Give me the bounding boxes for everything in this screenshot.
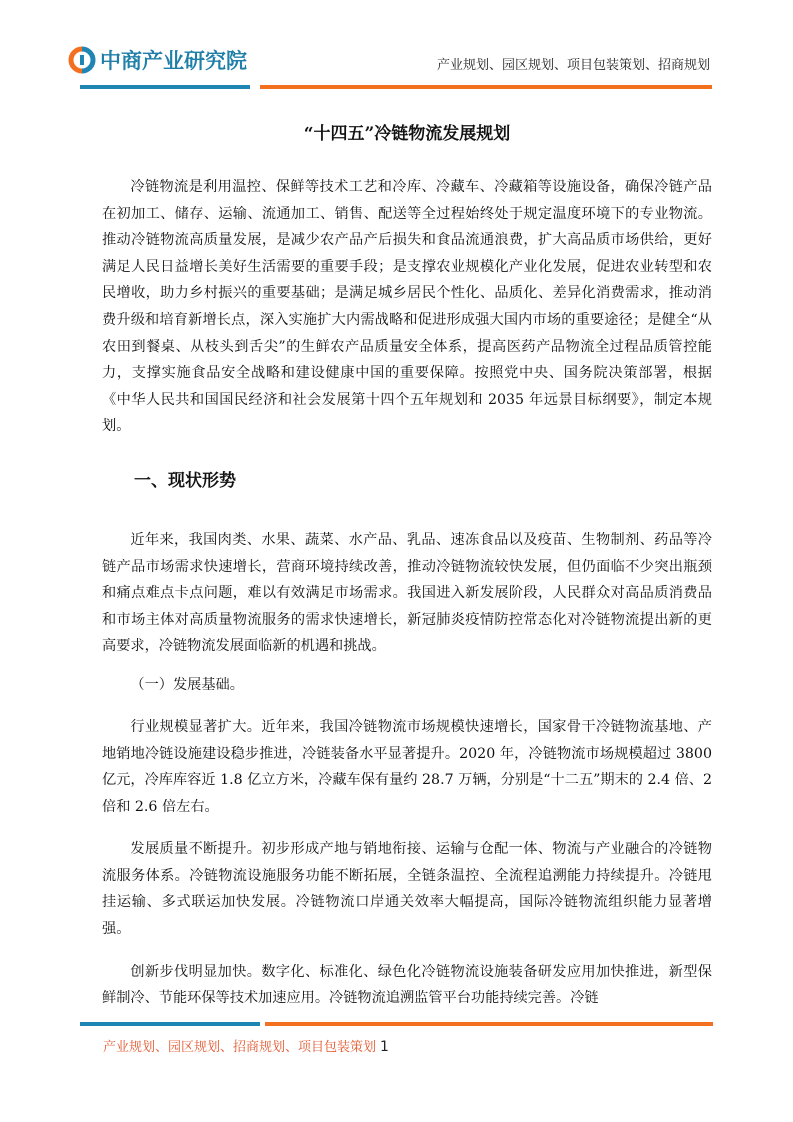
intro-paragraph: 冷链物流是利用温控、保鲜等技术工艺和冷库、冷藏车、冷藏箱等设施设备，确保冷链产品在初加工、储存、运输、流通加工、销售、配送等全过程始终处于规定温度环境下的专业物流。推动冷链物流高质量发展，是减少农产品产后损失和食品流通浪费，扩大高品质市场供给，更好满足人民日益增长美好生活需要的重要手段；是支撑农业规模化产业化发展，促进农业转型和农民增收，助力乡村振兴的重要基础；是满足城乡居民个性化、品质化、差异化消费需求，推动消费升级和培育新增长点，深入实施扩大内需战略和促进形成强大国内市场的重要途径；是健全“从农田到餐桌、从枝头到舌尖”的生鲜农产品质量安全体系，提高医药产品物流全过程品质管控能力，支撑实施食品安全战略和建设健康中国的重要保障。按照党中央、国务院决策部署，根据《中华人民共和国国民经济和社会发展第十四个五年规划和 2035 年远景目标纲要》，制定本规划。 xyxy=(102,179,712,435)
page-number: 1 xyxy=(380,1039,389,1055)
logo-icon xyxy=(68,46,96,74)
header-divider-blue xyxy=(80,85,250,89)
document-title: “十四五”冷链物流发展规划 xyxy=(303,124,511,144)
page-header xyxy=(0,0,793,100)
scale-paragraph: 行业规模显著扩大。近年来，我国冷链物流市场规模快速增长，国家骨干冷链物流基地、产地销地冷链设施建设稳步推进，冷链装备水平显著提升。2020 年，冷链物流市场规模超过 3800 亿元，冷库库容近 1.8 亿立方米，冷藏车保有量约 28.7 万辆，分别是“十二五”期末的 2.4 倍、2 倍和 2.6 倍左右。 xyxy=(102,718,712,815)
logo-text: 中商产业研究院 xyxy=(100,49,247,73)
footer-label: 产业规划、园区规划、招商规划、项目包装策划 xyxy=(103,1040,377,1055)
page-footer xyxy=(103,1036,389,1055)
quality-paragraph: 发展质量不断提升。初步形成产地与销地衔接、运输与仓配一体、物流与产业融合的冷链物流服务体系。冷链物流设施服务功能不断拓展，全链条温控、全流程追溯能力持续提升。冷链甩挂运输、多式联运加快发展。冷链物流口岸通关效率大幅提高，国际冷链物流组织能力显著增强。 xyxy=(102,841,712,938)
subsection-heading: （一）发展基础。 xyxy=(130,676,244,693)
section-heading: 一、现状形势 xyxy=(134,470,236,491)
header-tagline: 产业规划、园区规划、项目包装策划、招商规划 xyxy=(436,58,710,73)
footer-divider-orange xyxy=(265,1022,713,1026)
company-logo xyxy=(68,44,247,76)
innovation-paragraph: 创新步伐明显加快。数字化、标准化、绿色化冷链物流设施装备研发应用加快推进，新型保鲜制冷、节能环保等技术加速应用。冷链物流追溯监管平台功能持续完善。冷链 xyxy=(102,963,712,1007)
situation-paragraph: 近年来，我国肉类、水果、蔬菜、水产品、乳品、速冻食品以及疫苗、生物制剂、药品等冷链产品市场需求快速增长，营商环境持续改善，推动冷链物流较快发展，但仍面临不少突出瓶颈和痛点难点卡点问题，难以有效满足市场需求。我国进入新发展阶段，人民群众对高品质消费品和市场主体对高质量物流服务的需求快速增长，新冠肺炎疫情防控常态化对冷链物流提出新的更高要求，冷链物流发展面临新的机遇和挑战。 xyxy=(102,531,712,655)
header-divider-orange xyxy=(260,85,712,89)
document-body xyxy=(102,120,712,1012)
footer-divider-blue xyxy=(80,1022,260,1026)
